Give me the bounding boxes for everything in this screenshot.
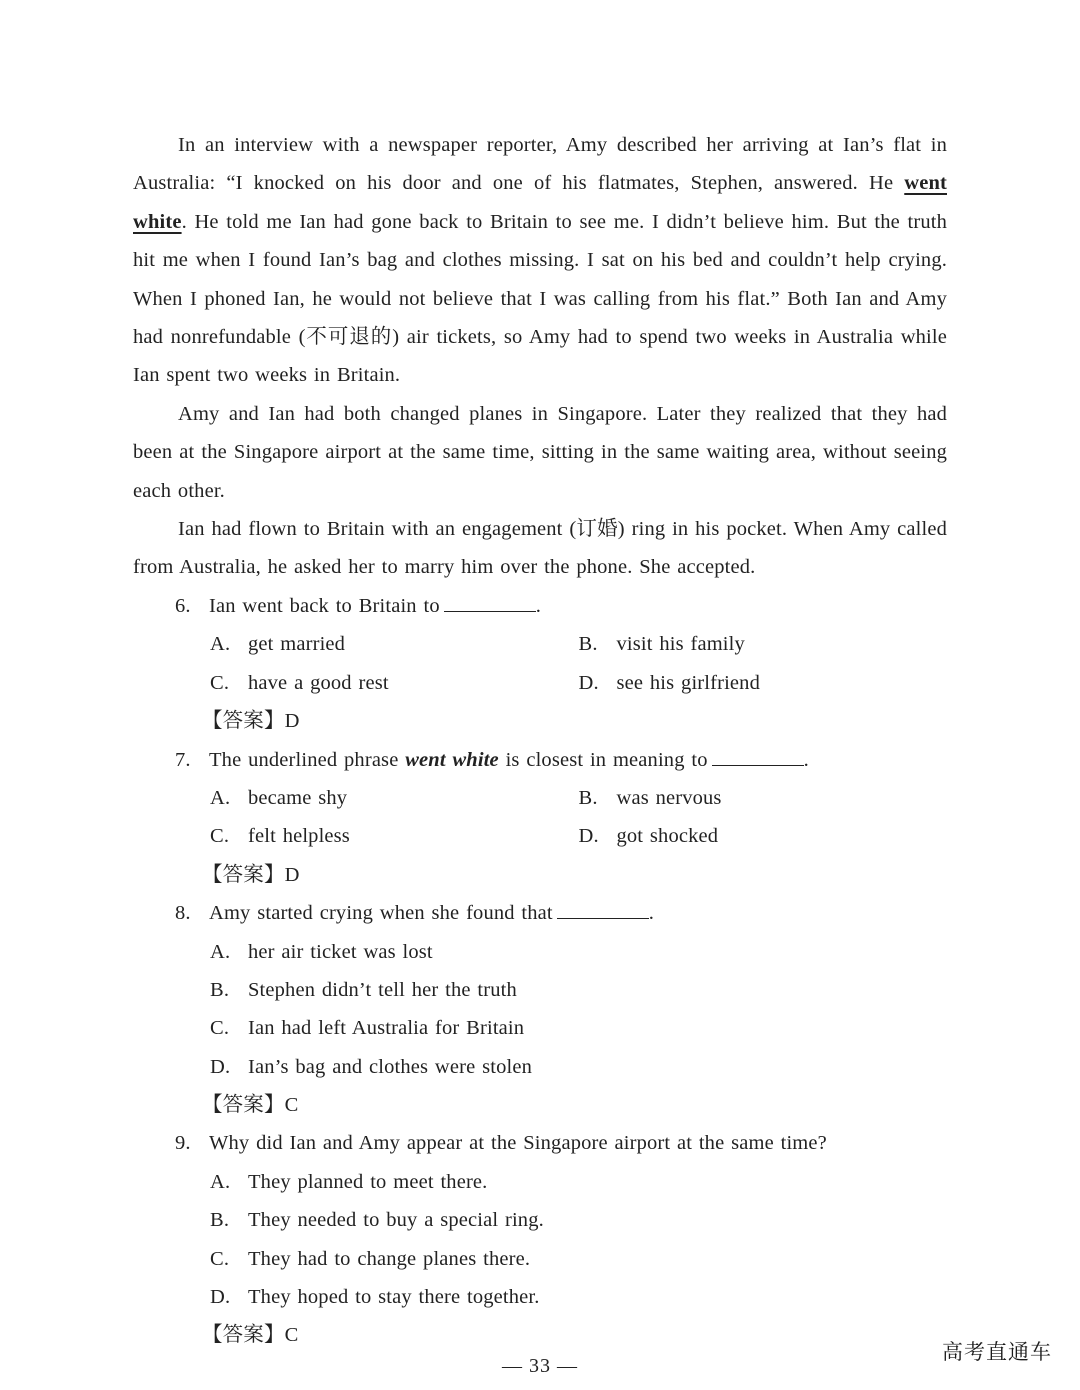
option-text: got shocked: [616, 825, 719, 848]
option-b: [579, 779, 948, 817]
option-text: her air ticket was lost: [248, 940, 433, 963]
options-row: [133, 779, 947, 817]
question-text: Why did Ian and Amy appear at the Singapore airport at the same time?: [209, 1132, 827, 1155]
option-d: [133, 1278, 947, 1316]
option-text: visit his family: [616, 633, 745, 656]
option-letter: D.: [578, 825, 599, 848]
option-letter: C.: [210, 1247, 230, 1270]
option-letter: A.: [210, 633, 231, 656]
answer-label: 【答案】: [202, 1094, 285, 1117]
passage-paragraph-3: Ian had flown to Britain with an engagement (订婚) ring in his pocket. When Amy called from Australia, he asked her to marry him over the phone. She accepted.: [133, 518, 947, 579]
option-letter: B.: [578, 786, 598, 809]
option-letter: B.: [210, 1209, 230, 1232]
question-text: Ian went back to Britain to: [209, 595, 440, 617]
option-text: have a good rest: [248, 671, 389, 694]
option-letter: A.: [210, 940, 231, 963]
option-letter: D.: [578, 671, 599, 694]
option-text: Stephen didn’t tell her the truth: [248, 978, 517, 1001]
option-text: They had to change planes there.: [248, 1247, 531, 1270]
question-6-stem: [133, 587, 947, 625]
question-text: The underlined phrase: [209, 748, 399, 771]
passage-paragraph-2: Amy and Ian had both changed planes in Singapore. Later they realized that they had been at the Singapore airport at the same time, sitting in the same waiting area, without seeing each other.: [133, 402, 947, 502]
option-letter: C.: [210, 1017, 230, 1040]
answer-blank: [712, 747, 804, 766]
option-text: became shy: [248, 786, 348, 809]
answer-value: C: [284, 1324, 299, 1347]
option-letter: C.: [210, 825, 230, 848]
option-c: [133, 1009, 947, 1047]
answer-label: 【答案】: [202, 710, 285, 733]
option-text: was nervous: [616, 786, 722, 809]
option-d: [133, 1048, 947, 1086]
question-text: Amy started crying when she found that: [209, 902, 553, 925]
answer-line: [133, 702, 947, 740]
page-number: — 33 —: [502, 1355, 578, 1377]
option-letter: D.: [210, 1286, 231, 1309]
options-row: [133, 817, 947, 855]
answer-label: 【答案】: [202, 863, 285, 886]
question-period: .: [803, 748, 809, 771]
option-letter: D.: [210, 1055, 231, 1078]
option-letter: A.: [210, 786, 231, 809]
option-d: [579, 664, 948, 702]
question-7-stem: [133, 741, 947, 779]
reading-passage: [133, 126, 947, 587]
option-a: [133, 1163, 947, 1201]
watermark: 高考直通车: [942, 1340, 1052, 1364]
option-a: [210, 625, 579, 663]
question-number: 9.: [175, 1132, 191, 1155]
underlined-phrase: went white: [133, 172, 947, 233]
answer-line: [133, 1086, 947, 1124]
question-text-cont: is closest in meaning to: [505, 748, 708, 771]
option-text: They needed to buy a special ring.: [248, 1209, 544, 1232]
passage-text: . He told me Ian had gone back to Britain to see me. I didn’t believe him. But the truth hit me when I found Ian’s bag and clothes missing. I sat on his bed and couldn’t help crying. When I phoned Ian, he would not believe that I was calling from his flat.” Both Ian and Amy had nonrefundable (不可退的) air tickets, so Amy had to spend two weeks in Australia while Ian spent two weeks in Britain.: [133, 210, 947, 387]
option-text: see his girlfriend: [616, 671, 760, 694]
question-number: 7.: [175, 748, 191, 771]
question-9-stem: [133, 1124, 947, 1162]
option-a: [133, 933, 947, 971]
option-b: [133, 971, 947, 1009]
option-letter: B.: [578, 633, 598, 656]
option-text: They hoped to stay there together.: [248, 1286, 540, 1309]
passage-text: In an interview with a newspaper reporter, Amy described her arriving at Ian’s flat in Australia: “I knocked on his door and one of his flatmates, Stephen, answered. He: [133, 134, 947, 195]
options-row: [133, 625, 947, 663]
option-b: [133, 1201, 947, 1239]
option-text: Ian had left Australia for Britain: [248, 1017, 525, 1040]
answer-label: 【答案】: [202, 1324, 285, 1347]
option-letter: B.: [210, 978, 230, 1001]
emphasized-phrase: went white: [405, 748, 499, 771]
option-c: [210, 817, 579, 855]
answer-value: D: [284, 710, 300, 733]
question-text-end: .: [535, 595, 542, 617]
passage-paragraph-1: [133, 126, 947, 395]
option-c: [210, 664, 579, 702]
answer-value: C: [284, 1094, 299, 1117]
option-text: They planned to meet there.: [248, 1170, 488, 1193]
option-d: [579, 817, 948, 855]
question-8-stem: [133, 894, 947, 932]
answer-blank: [557, 900, 649, 919]
option-text: get married: [248, 633, 346, 656]
answer-line: [133, 1316, 947, 1354]
options-row: [133, 664, 947, 702]
option-text: Ian’s bag and clothes were stolen: [248, 1055, 532, 1078]
option-a: [210, 779, 579, 817]
option-letter: A.: [210, 1170, 231, 1193]
answer-value: D: [284, 863, 300, 886]
answer-line: [133, 856, 947, 894]
option-c: [133, 1240, 947, 1278]
question-list: [133, 587, 947, 1355]
question-number: 6.: [175, 595, 191, 617]
question-text-end: .: [648, 902, 655, 925]
option-letter: C.: [210, 671, 230, 694]
option-text: felt helpless: [248, 825, 350, 848]
option-b: [579, 625, 948, 663]
answer-blank: [444, 593, 536, 612]
question-number: 8.: [175, 902, 191, 925]
